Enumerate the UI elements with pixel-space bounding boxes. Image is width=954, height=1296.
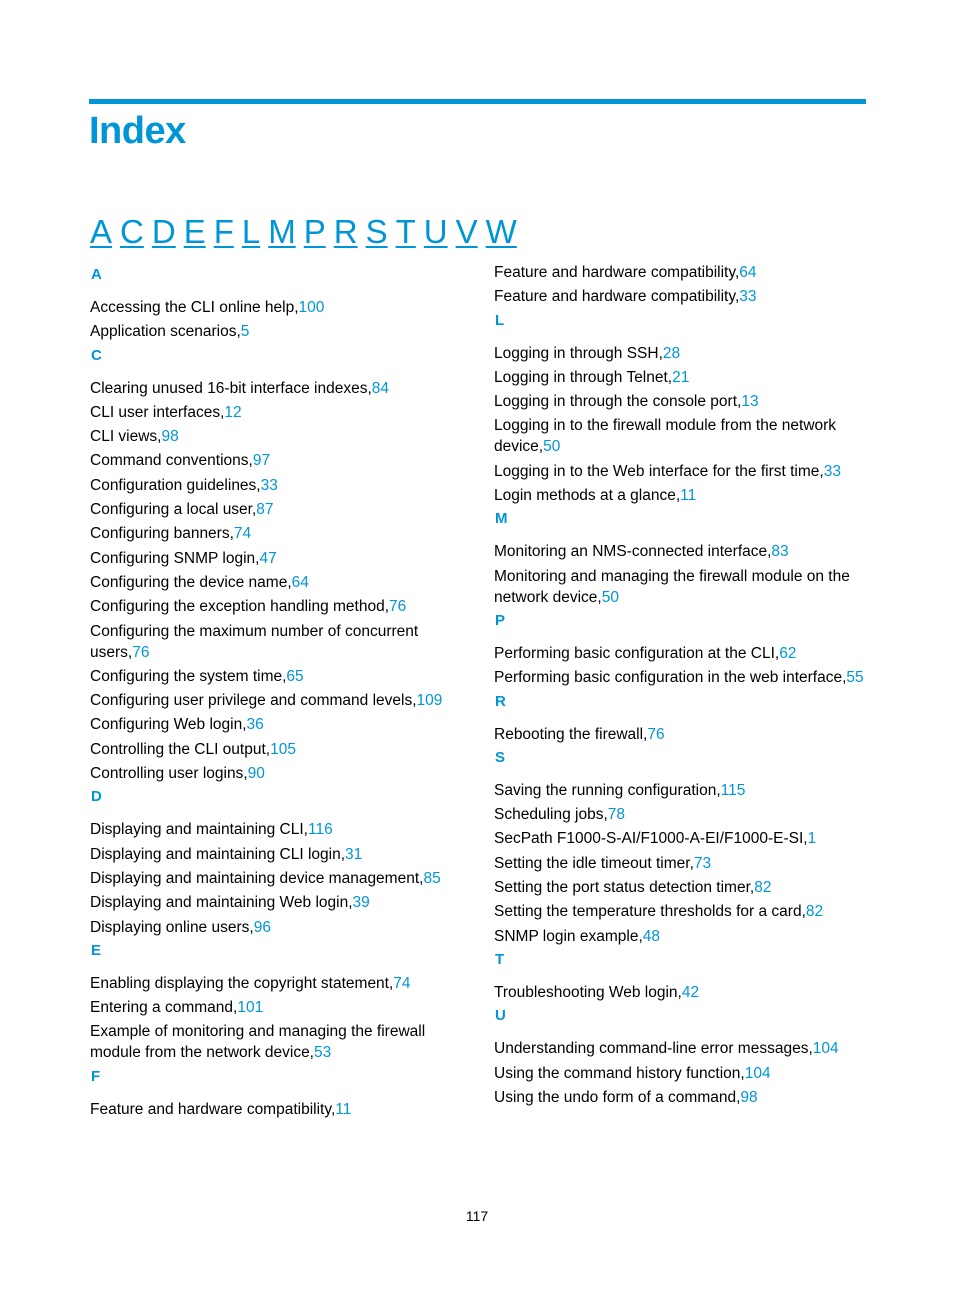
index-entry	[494, 780, 870, 801]
index-entry	[90, 321, 460, 342]
index-entry	[90, 973, 460, 994]
index-entry	[494, 853, 870, 874]
index-entry	[494, 724, 870, 745]
alpha-link-t[interactable]: T	[395, 213, 416, 250]
index-entry	[494, 541, 870, 562]
entry-text: Configuring SNMP login,	[90, 549, 260, 567]
title-rule	[89, 99, 866, 104]
section-letter-a: A	[91, 266, 102, 283]
page-link[interactable]: 105	[270, 740, 296, 758]
entry-text: Logging in through SSH,	[494, 344, 663, 362]
entry-text: Feature and hardware compatibility,	[90, 1100, 336, 1118]
index-entry	[90, 997, 460, 1018]
entry-text: Controlling user logins,	[90, 765, 248, 783]
index-entry	[90, 572, 460, 593]
entry-text: Logging in to the Web interface for the first time,	[494, 462, 824, 480]
page-link[interactable]: 28	[662, 344, 681, 362]
page-link[interactable]: 104	[744, 1064, 771, 1082]
section-letter-r: R	[495, 692, 506, 710]
page-link[interactable]: 104	[812, 1040, 839, 1058]
page-link[interactable]: 62	[779, 644, 797, 662]
index-entry	[494, 804, 870, 825]
page-link[interactable]: 78	[607, 806, 625, 824]
page-link[interactable]: 82	[754, 879, 772, 897]
entry-text: SNMP login example,	[494, 927, 643, 945]
alpha-link-d[interactable]: D	[151, 213, 176, 250]
page-link[interactable]: 65	[286, 667, 304, 685]
page-link[interactable]: 53	[314, 1044, 332, 1062]
index-entry	[90, 426, 460, 447]
entry-text: Performing basic configuration in the web interface,	[494, 669, 847, 687]
section-letter-s: S	[495, 748, 506, 766]
index-entry	[90, 402, 460, 423]
page-link[interactable]: 90	[247, 765, 265, 783]
page-link[interactable]: 55	[846, 669, 864, 687]
entry-text: Command conventions,	[90, 452, 253, 470]
entry-text: Performing basic configuration at the CLI,	[494, 644, 780, 662]
index-entry	[494, 262, 870, 283]
entry-text: SecPath F1000-S-AI/F1000-A-EI/F1000-E-SI,	[494, 830, 808, 848]
page-link[interactable]: 82	[805, 903, 824, 921]
entry-text: Displaying and maintaining CLI login,	[90, 845, 346, 863]
entry-text: Displaying online users,	[90, 918, 254, 936]
index-entry	[90, 763, 460, 784]
page-link[interactable]: 1	[807, 830, 817, 848]
entry-text: Troubleshooting Web login,	[494, 983, 682, 1001]
entry-text: Accessing the CLI online help,	[90, 299, 299, 316]
index-entry	[494, 901, 870, 922]
section-letter-p: P	[495, 611, 506, 629]
page-link[interactable]: 33	[823, 462, 841, 480]
index-column-right	[494, 262, 870, 1111]
section-letter-l: L	[495, 311, 505, 329]
entry-text: CLI views,	[90, 428, 162, 446]
index-entry	[494, 415, 870, 457]
index-entry	[90, 1021, 460, 1063]
index-entry	[494, 926, 870, 947]
page-link[interactable]: 31	[345, 845, 363, 863]
page-link[interactable]: 50	[543, 438, 561, 456]
index-entry	[494, 667, 870, 688]
entry-text: Login methods at a glance,	[494, 487, 681, 505]
page-link[interactable]: 83	[771, 543, 789, 561]
index-entry	[494, 391, 870, 412]
entry-text: Configuring the system time,	[90, 667, 287, 685]
page-title: Index	[89, 110, 186, 152]
index-entry	[494, 1063, 870, 1084]
entry-text: Using the command history function,	[494, 1064, 745, 1082]
index-entry	[494, 461, 870, 482]
entry-text: Displaying and maintaining CLI,	[90, 821, 308, 839]
entry-text: Enabling displaying the copyright statement,	[90, 974, 394, 992]
page-link[interactable]: 64	[291, 573, 309, 591]
entry-text: Entering a command,	[90, 999, 238, 1017]
entry-text: Understanding command-line error messages,	[494, 1040, 813, 1058]
page-link[interactable]: 13	[741, 393, 759, 411]
section-letter-m: M	[495, 510, 508, 528]
entry-text: Saving the running configuration,	[494, 781, 721, 799]
index-entry	[90, 739, 460, 760]
page-link[interactable]: 42	[681, 983, 700, 1001]
index-entry	[90, 548, 460, 569]
index-entry	[90, 1099, 460, 1120]
entry-text: Setting the port status detection timer,	[494, 879, 755, 897]
entry-text: Configuring the device name,	[90, 573, 292, 591]
alpha-link-c[interactable]: C	[120, 213, 144, 250]
index-entry	[90, 596, 460, 617]
section-letter-e: E	[91, 941, 102, 959]
index-entry	[90, 621, 460, 663]
alpha-link-p[interactable]: P	[303, 213, 326, 250]
entry-text: Monitoring and managing the firewall module on the network device,	[494, 567, 850, 606]
entry-text: Logging in through Telnet,	[494, 368, 673, 386]
index-entry	[90, 868, 460, 889]
entry-text: Example of monitoring and managing the firewall module from the network device,	[90, 1023, 426, 1062]
page-link[interactable]: 100	[298, 299, 325, 316]
entry-text: Configuring banners,	[90, 525, 234, 543]
page-link[interactable]: 50	[601, 588, 619, 606]
page-link[interactable]: 73	[693, 854, 712, 872]
page-link[interactable]: 76	[132, 643, 150, 661]
entry-text: Application scenarios,	[90, 323, 241, 341]
page-link[interactable]: 36	[246, 716, 264, 734]
page-link[interactable]: 96	[253, 918, 271, 936]
alpha-link-u[interactable]: U	[423, 213, 448, 250]
section-letter-d: D	[91, 788, 102, 806]
page-link[interactable]: 11	[335, 1100, 352, 1118]
section-letter-f: F	[91, 1067, 101, 1085]
entry-text: Configuring the exception handling method,	[90, 598, 390, 616]
index-entry	[90, 475, 460, 496]
entry-text: Scheduling jobs,	[494, 806, 608, 824]
page-link[interactable]: 97	[252, 452, 271, 470]
entry-text: Feature and hardware compatibility,	[494, 288, 740, 306]
entry-text: Setting the idle timeout timer,	[494, 854, 694, 872]
entry-text: Displaying and maintaining Web login,	[90, 894, 353, 912]
alpha-link-w[interactable]: W	[485, 213, 517, 250]
index-entry	[90, 666, 460, 687]
page-link[interactable]: 47	[259, 549, 277, 567]
page-link[interactable]: 115	[720, 781, 746, 799]
page-link[interactable]: 85	[423, 869, 441, 887]
page-link[interactable]: 76	[389, 598, 407, 616]
entry-text: Configuring a local user,	[90, 501, 257, 519]
index-entry	[494, 367, 870, 388]
index-entry	[90, 844, 460, 865]
entry-text: Logging in through the console port,	[494, 393, 742, 411]
page-link[interactable]: 101	[237, 999, 264, 1017]
section-letter-u: U	[495, 1007, 506, 1025]
alpha-link-v[interactable]: V	[455, 213, 478, 250]
section-letter-t: T	[495, 950, 505, 968]
page-number: 117	[465, 1208, 489, 1224]
page-link[interactable]: 5	[240, 323, 250, 341]
index-entry	[90, 819, 460, 840]
entry-text: Configuring user privilege and command levels,	[90, 692, 417, 710]
alpha-link-e[interactable]: E	[183, 213, 206, 250]
page-link[interactable]: 64	[739, 264, 757, 281]
page-link[interactable]: 109	[416, 692, 443, 710]
entry-text: Monitoring an NMS-connected interface,	[494, 543, 772, 561]
index-entry	[494, 982, 870, 1003]
section-letter-c: C	[91, 346, 102, 364]
index-entry	[90, 523, 460, 544]
alpha-link-r[interactable]: R	[333, 213, 358, 250]
index-entry	[494, 877, 870, 898]
page-link[interactable]: 11	[680, 487, 697, 505]
index-entry	[90, 917, 460, 938]
alpha-link-a[interactable]: A	[90, 213, 113, 250]
entry-text: Displaying and maintaining device management,	[90, 869, 424, 887]
page-link[interactable]: 21	[672, 368, 690, 386]
page-link[interactable]: 76	[647, 725, 665, 743]
page-link[interactable]: 116	[307, 821, 333, 839]
entry-text: Configuring Web login,	[90, 716, 247, 734]
index-column-left	[90, 262, 460, 1123]
index-entry	[494, 343, 870, 364]
index-entry	[494, 566, 870, 608]
index-entry	[90, 714, 460, 735]
alpha-link-l[interactable]: L	[241, 213, 261, 250]
index-entry	[494, 1038, 870, 1059]
page-link[interactable]: 33	[739, 288, 757, 306]
entry-text: CLI user interfaces,	[90, 403, 225, 421]
page-link[interactable]: 33	[260, 476, 278, 494]
entry-text: Using the undo form of a command,	[494, 1088, 741, 1106]
entry-text: Rebooting the firewall,	[494, 725, 648, 743]
index-entry	[90, 450, 460, 471]
page-link[interactable]: 98	[161, 428, 179, 446]
page-link[interactable]: 84	[371, 379, 390, 397]
index-entry	[494, 286, 870, 307]
page-link[interactable]: 74	[233, 525, 252, 543]
entry-text: Setting the temperature thresholds for a card,	[494, 903, 806, 921]
index-entry	[494, 643, 870, 664]
index-entry	[494, 1087, 870, 1108]
entry-text: Clearing unused 16-bit interface indexes,	[90, 379, 372, 397]
alpha-link-s[interactable]: S	[365, 213, 388, 250]
page-link[interactable]: 39	[352, 894, 370, 912]
index-entry	[90, 378, 460, 399]
index-entry	[494, 485, 870, 506]
alpha-link-f[interactable]: F	[213, 213, 234, 250]
index-entry	[90, 499, 460, 520]
index-entry	[90, 892, 460, 913]
entry-text: Feature and hardware compatibility,	[494, 264, 740, 281]
page-link[interactable]: 12	[224, 403, 242, 421]
alpha-link-m[interactable]: M	[268, 213, 296, 250]
page-link[interactable]: 87	[256, 501, 274, 519]
entry-text: Configuration guidelines,	[90, 476, 261, 494]
index-entry	[90, 297, 460, 318]
page-link[interactable]: 48	[642, 927, 661, 945]
page-link[interactable]: 98	[740, 1088, 758, 1106]
entry-text: Controlling the CLI output,	[90, 740, 271, 758]
alphabet-nav	[90, 213, 525, 251]
page-link[interactable]: 74	[393, 974, 411, 992]
entry-text: Logging in to the firewall module from the network device,	[494, 417, 837, 456]
index-entry	[494, 828, 870, 849]
index-entry	[90, 690, 460, 711]
entry-text: Configuring the maximum number of concurrent users,	[90, 622, 419, 661]
